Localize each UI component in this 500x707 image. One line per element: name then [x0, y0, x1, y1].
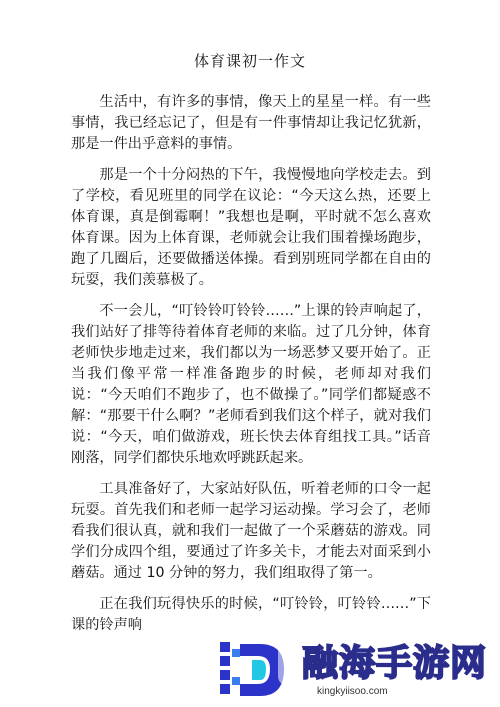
watermark-site-name: 融海手游网 [302, 643, 488, 684]
paragraph: 生活中，有许多的事情，像天上的星星一样。有一些事情，我已经忘记了，但是有一件事情却让我记忆犹新，那是一件出乎意料的事情。 [71, 94, 431, 152]
paragraph: 不一会儿，“叮铃铃叮铃铃……”上课的铃声响起了，我们站好了排等待着体育老师的来临。过了几分钟，体育老师快步地走过来，我们都以为一场恶梦又要开始了。正当我们像平常一样准备跑步的时候，老师却对我们说：“今天咱们不跑步了，也不做操了。”同学们都疑惑不解：“那要干什么啊？”老师看到我们这个样子，就对我们说：“今天，咱们做游戏，班长快去体育组找工具。”话音刚落，同学们都快乐地欢呼跳跃起来。 [71, 303, 431, 466]
site-watermark [218, 636, 490, 702]
essay-body [71, 92, 431, 646]
watermark-url: kingkyiisoo.com [314, 686, 391, 697]
paragraph: 那是一个十分闷热的下午，我慢慢地向学校走去。到了学校，看见班里的同学在议论：“今天这么热，还要上体育课，真是倒霉啊！”我想也是啊，平时就不怎么喜欢体育课。因为上体育课，老师就会让我们围着操场跑步，跑了几圈后，还要做播送体操。看到别班同学都在自由的玩耍，我们羡慕极了。 [71, 167, 431, 288]
paragraph: 工具准备好了，大家站好队伍，听着老师的口令一起玩耍。首先我们和老师一起学习运动操。学习会了，老师看我们很认真，就和我们一起做了一个采蘑菇的游戏。同学们分成四个组，要通过了许多关卡，才能去对面采到小蘑菇。通过 10 分钟的努力，我们组取得了第一。 [71, 481, 431, 581]
document-title: 体育课初一作文 [193, 52, 306, 70]
paragraph: 正在我们玩得快乐的时候，“叮铃铃，叮铃铃……”下课的铃声响 [71, 596, 431, 633]
